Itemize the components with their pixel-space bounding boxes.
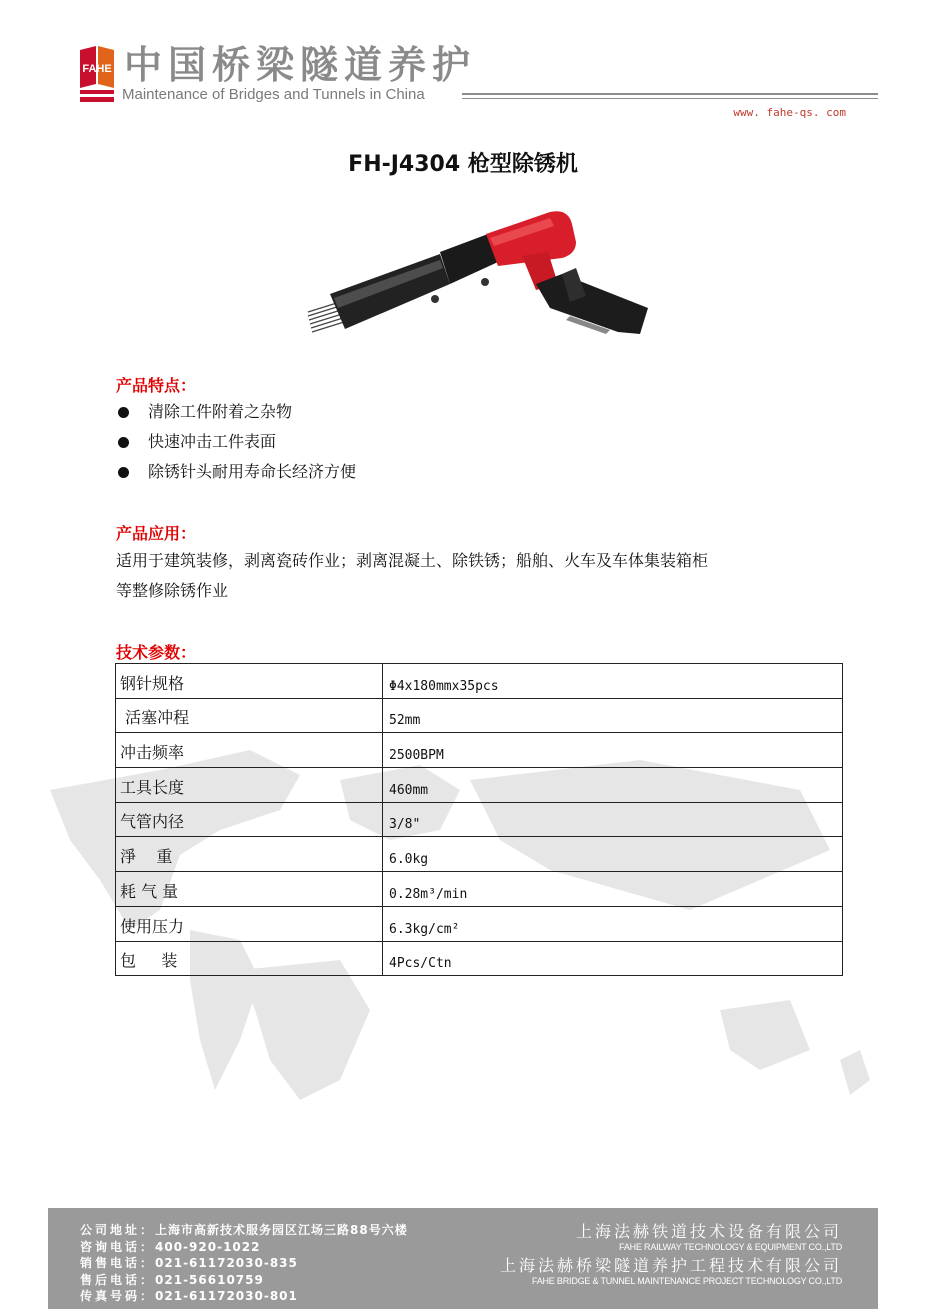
header-rule-thin [462, 98, 878, 99]
applications-line: 适用于建筑装修，剥离瓷砖作业；剥离混凝土、除铁锈；船舶、火车及车体集装箱柜 [116, 551, 709, 570]
company-name-cn: 上海法赫铁道技术设备有限公司 [575, 1222, 842, 1241]
contact-value: 021-61172030-835 [155, 1256, 298, 1270]
company-name-en: FAHE RAILWAY TECHNOLOGY & EQUIPMENT CO.,LTD [619, 1242, 842, 1252]
feature-text: 快速冲击工件表面 [148, 432, 277, 451]
bullet-icon [118, 437, 129, 448]
spec-label: 气管内径 [116, 802, 383, 837]
contact-row [80, 1255, 408, 1272]
contact-value: 上海市高新技术服务园区江场三路88号六楼 [155, 1223, 408, 1237]
spec-label: 淨 重 [116, 837, 383, 872]
spec-value: 6.3kg/cm² [383, 906, 843, 941]
brand-english-title: Maintenance of Bridges and Tunnels in China [122, 86, 425, 103]
needle-scaler-image [300, 204, 660, 344]
fahe-logo [76, 44, 118, 106]
spec-label: 冲击频率 [116, 733, 383, 768]
company-name-en: FAHE BRIDGE & TUNNEL MAINTENANCE PROJECT TECHNOLOGY CO.,LTD [531, 1276, 842, 1286]
contact-label: 传真号码： [80, 1289, 156, 1303]
contact-value: 400-920-1022 [155, 1239, 261, 1254]
product-title: FH-J4304 枪型除锈机 [348, 152, 578, 177]
spec-value: 3/8" [383, 802, 843, 837]
table-row [116, 698, 843, 733]
table-row [116, 802, 843, 837]
applications-text [116, 546, 816, 606]
spec-label: 包 装 [116, 941, 383, 976]
contact-label: 售后电话： [80, 1272, 156, 1287]
contact-label: 咨询电话： [80, 1239, 156, 1254]
spec-label: 使用压力 [116, 906, 383, 941]
company-bridge-tunnel [500, 1256, 842, 1287]
feature-text: 除锈针头耐用寿命长经济方便 [148, 462, 357, 481]
feature-item [116, 400, 356, 430]
contact-row [80, 1272, 408, 1289]
spec-label: 活塞冲程 [116, 698, 383, 733]
spec-value: 0.28m³/min [383, 872, 843, 907]
spec-label: 耗 气 量 [116, 872, 383, 907]
spec-label: 工具长度 [116, 768, 383, 803]
contact-label: 公司地址： [80, 1223, 156, 1237]
spec-label: 钢针规格 [116, 664, 383, 699]
contact-info [80, 1222, 408, 1305]
svg-text:FAHE: FAHE [82, 63, 112, 75]
spec-value: Φ4x180mmx35pcs [383, 664, 843, 699]
spec-value: 6.0kg [383, 837, 843, 872]
contact-row [80, 1222, 408, 1239]
features-heading: 产品特点： [116, 376, 197, 395]
table-row [116, 664, 843, 699]
bullet-icon [118, 407, 129, 418]
company-railway [576, 1222, 842, 1253]
contact-value: 021-61172030-801 [155, 1289, 298, 1303]
spec-value: 460mm [383, 768, 843, 803]
bullet-icon [118, 467, 129, 478]
spec-value: 4Pcs/Ctn [383, 941, 843, 976]
specs-heading: 技术参数： [116, 643, 197, 662]
brand-chinese-title: 中国桥梁隧道养护 [124, 43, 477, 87]
applications-heading: 产品应用： [116, 524, 197, 543]
header-rule [462, 93, 878, 95]
feature-text: 清除工件附着之杂物 [148, 402, 293, 421]
contact-label: 销售电话： [80, 1256, 156, 1270]
table-row [116, 837, 843, 872]
specs-table [115, 663, 843, 976]
table-row [116, 733, 843, 768]
company-name-cn: 上海法赫桥梁隧道养护工程技术有限公司 [499, 1256, 842, 1275]
spec-value: 2500BPM [383, 733, 843, 768]
applications-line: 等整修除锈作业 [116, 581, 229, 600]
page-footer [48, 1208, 878, 1309]
contact-value: 021-56610759 [155, 1272, 264, 1287]
contact-row [80, 1288, 408, 1305]
spec-value: 52mm [383, 698, 843, 733]
features-list [116, 400, 356, 490]
table-row [116, 941, 843, 976]
table-row [116, 768, 843, 803]
feature-item [116, 430, 356, 460]
website-url[interactable]: www. fahe-qs. com [733, 106, 846, 119]
table-row [116, 906, 843, 941]
table-row [116, 872, 843, 907]
feature-item [116, 460, 356, 490]
contact-row [80, 1239, 408, 1256]
